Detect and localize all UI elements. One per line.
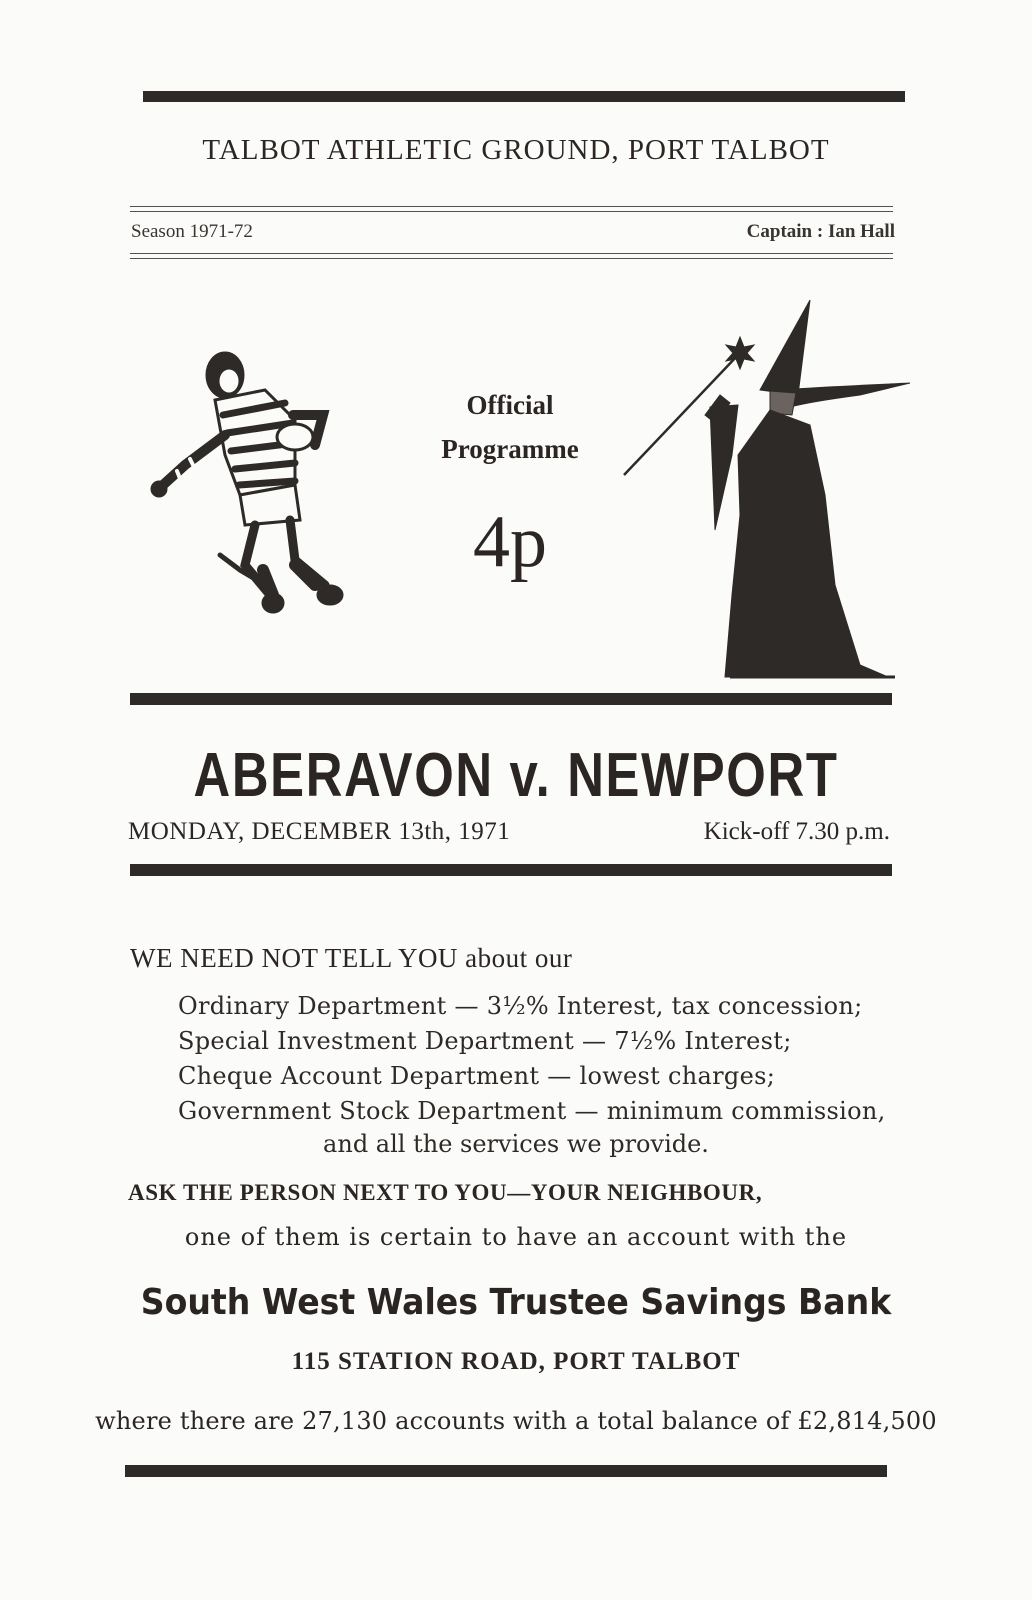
match-title: ABERAVON v. NEWPORT [193, 741, 839, 810]
captain-label: Captain : Ian Hall [746, 221, 895, 242]
service-line: Special Investment Department — 7½% Interest; [178, 1027, 792, 1055]
match-date: MONDAY, DECEMBER 13th, 1971 [128, 818, 511, 845]
service-line: Cheque Account Department — lowest charges; [178, 1062, 776, 1090]
season-label: Season 1971-72 [131, 221, 253, 242]
season-rule-bottom [130, 253, 893, 254]
advert-lead: WE NEED NOT TELL YOU about our [130, 943, 573, 973]
season-rule-bottom-2 [130, 258, 893, 259]
advert-ask: ASK THE PERSON NEXT TO YOU—YOUR NEIGHBOUR, [128, 1180, 763, 1205]
price-label: 4p [473, 501, 547, 583]
service-line: Ordinary Department — 3½% Interest, tax concession; [178, 992, 863, 1020]
rugby-player-illustration [145, 345, 360, 630]
venue-heading: TALBOT ATHLETIC GROUND, PORT TALBOT [202, 134, 830, 166]
advert-ask-continued: one of them is certain to have an account with the [184, 1223, 848, 1251]
top-rule [143, 91, 905, 102]
bottom-rule [125, 1465, 887, 1477]
programme-label: Programme [441, 434, 579, 464]
service-line: and all the services we provide. [323, 1130, 709, 1158]
season-rule-top [130, 206, 893, 207]
title-rule-top [130, 693, 892, 705]
season-rule-top-2 [130, 211, 893, 212]
kickoff-time: Kick-off 7.30 p.m. [703, 818, 890, 845]
bank-name: South West Wales Trustee Savings Bank [140, 1282, 892, 1323]
official-label: Official [466, 390, 554, 420]
title-rule-bottom [130, 864, 892, 876]
service-line: Government Stock Department — minimum commission, [178, 1097, 886, 1125]
wizard-illustration [620, 295, 920, 685]
bank-address: 115 STATION ROAD, PORT TALBOT [291, 1348, 741, 1375]
bank-accounts-note: where there are 27,130 accounts with a total balance of £2,814,500 [95, 1407, 937, 1435]
official-programme-label [420, 383, 600, 471]
